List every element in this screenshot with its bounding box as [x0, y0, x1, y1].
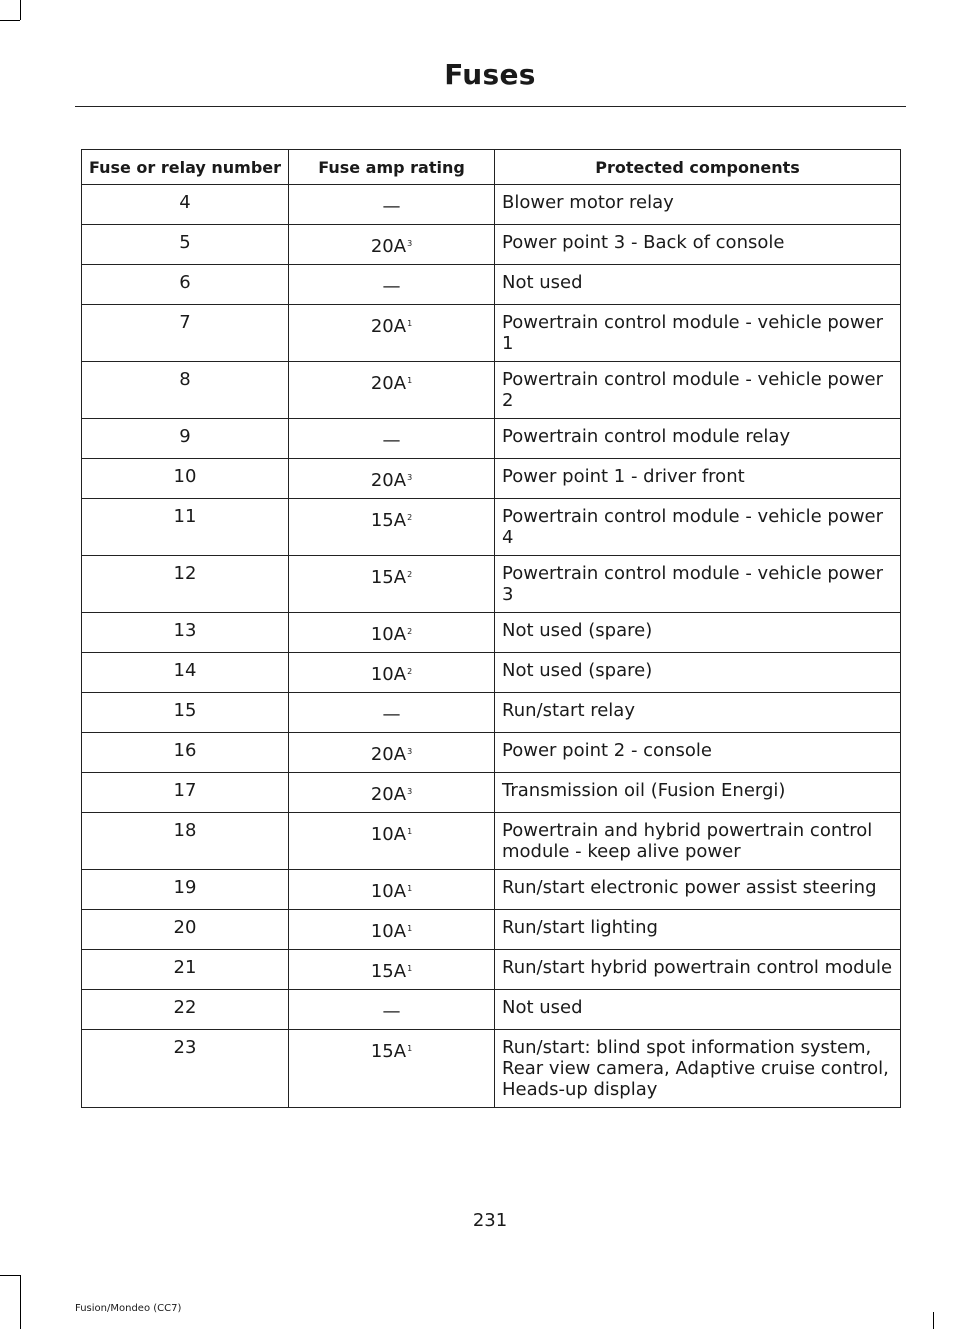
amp-rating-cell	[289, 419, 495, 459]
footnote-marker: 2	[407, 570, 413, 579]
column-header-fuse-number: Fuse or relay number	[82, 150, 289, 185]
amp-rating-cell	[289, 693, 495, 733]
amp-rating-value: 20A	[370, 744, 407, 765]
fuse-number-cell: 10	[82, 459, 289, 499]
amp-rating-value: 10A	[370, 624, 407, 645]
fuse-number-cell: 8	[82, 362, 289, 419]
fuse-number-cell: 17	[82, 773, 289, 813]
protected-component-cell: Not used	[495, 265, 901, 305]
fuse-number-cell: 22	[82, 990, 289, 1030]
footnote-marker: 1	[407, 1044, 413, 1053]
amp-rating-cell	[289, 185, 495, 225]
document-footer: Fusion/Mondeo (CC7)	[75, 1303, 182, 1314]
fuse-number-cell: 15	[82, 693, 289, 733]
table-row	[82, 265, 901, 305]
footnote-marker: 3	[407, 787, 413, 796]
amp-rating-cell	[289, 499, 495, 556]
amp-rating-value: 10A	[370, 881, 407, 902]
column-header-amp-rating: Fuse amp rating	[289, 150, 495, 185]
table-row	[82, 419, 901, 459]
protected-component-cell: Power point 2 - console	[495, 733, 901, 773]
table-row	[82, 950, 901, 990]
amp-rating-value: 15A	[370, 567, 407, 588]
protected-component-cell: Run/start electronic power assist steering	[495, 870, 901, 910]
table-row	[82, 653, 901, 693]
table-row	[82, 185, 901, 225]
amp-rating-cell	[289, 225, 495, 265]
fuse-number-cell: 19	[82, 870, 289, 910]
fuse-number-cell: 20	[82, 910, 289, 950]
footnote-marker: 1	[407, 376, 413, 385]
protected-component-cell: Not used (spare)	[495, 653, 901, 693]
title-divider	[75, 106, 906, 107]
protected-component-cell: Not used (spare)	[495, 613, 901, 653]
footnote-marker: 1	[407, 884, 413, 893]
footnote-marker: 3	[407, 473, 413, 482]
table-row	[82, 305, 901, 362]
amp-rating-value: 15A	[370, 961, 407, 982]
amp-rating-value: 10A	[370, 921, 407, 942]
table-row	[82, 910, 901, 950]
table-row	[82, 733, 901, 773]
footnote-marker: 2	[407, 667, 413, 676]
amp-rating-cell	[289, 773, 495, 813]
amp-rating-value: —	[382, 430, 401, 451]
amp-rating-cell	[289, 910, 495, 950]
table-row	[82, 1030, 901, 1108]
fuse-number-cell: 9	[82, 419, 289, 459]
amp-rating-cell	[289, 733, 495, 773]
amp-rating-cell	[289, 613, 495, 653]
protected-component-cell: Not used	[495, 990, 901, 1030]
footnote-marker: 1	[407, 924, 413, 933]
table-row	[82, 499, 901, 556]
fuse-number-cell: 11	[82, 499, 289, 556]
protected-component-cell: Power point 3 - Back of console	[495, 225, 901, 265]
amp-rating-value: —	[382, 276, 401, 297]
amp-rating-value: 20A	[370, 373, 407, 394]
fuse-number-cell: 16	[82, 733, 289, 773]
amp-rating-value: 20A	[370, 316, 407, 337]
amp-rating-cell	[289, 653, 495, 693]
amp-rating-cell	[289, 990, 495, 1030]
protected-component-cell: Run/start relay	[495, 693, 901, 733]
table-row	[82, 362, 901, 419]
amp-rating-cell	[289, 265, 495, 305]
protected-component-cell: Run/start hybrid powertrain control module	[495, 950, 901, 990]
protected-component-cell: Blower motor relay	[495, 185, 901, 225]
footnote-marker: 2	[407, 513, 413, 522]
protected-component-cell: Transmission oil (Fusion Energi)	[495, 773, 901, 813]
footnote-marker: 1	[407, 964, 413, 973]
amp-rating-value: 10A	[370, 824, 407, 845]
fuse-number-cell: 23	[82, 1030, 289, 1108]
fuse-number-cell: 4	[82, 185, 289, 225]
amp-rating-value: 20A	[370, 236, 407, 257]
protected-component-cell: Run/start lighting	[495, 910, 901, 950]
table-row	[82, 990, 901, 1030]
table-header-row	[82, 150, 901, 185]
protected-component-cell: Powertrain control module - vehicle power 3	[495, 556, 901, 613]
fuse-number-cell: 13	[82, 613, 289, 653]
amp-rating-value: 15A	[370, 510, 407, 531]
fuse-number-cell: 12	[82, 556, 289, 613]
amp-rating-value: —	[382, 196, 401, 217]
crop-mark	[0, 20, 20, 21]
amp-rating-cell	[289, 459, 495, 499]
fuse-number-cell: 18	[82, 813, 289, 870]
footnote-marker: 1	[407, 827, 413, 836]
amp-rating-value: 10A	[370, 664, 407, 685]
protected-component-cell: Power point 1 - driver front	[495, 459, 901, 499]
protected-component-cell: Powertrain control module - vehicle power 1	[495, 305, 901, 362]
amp-rating-cell	[289, 305, 495, 362]
footnote-marker: 3	[407, 747, 413, 756]
protected-component-cell: Powertrain control module - vehicle power 2	[495, 362, 901, 419]
fuse-number-cell: 5	[82, 225, 289, 265]
table-row	[82, 870, 901, 910]
fuse-number-cell: 14	[82, 653, 289, 693]
table-row	[82, 773, 901, 813]
fuse-table	[81, 149, 901, 1108]
footnote-marker: 2	[407, 627, 413, 636]
fuse-number-cell: 21	[82, 950, 289, 990]
table-row	[82, 556, 901, 613]
fuse-number-cell: 7	[82, 305, 289, 362]
amp-rating-cell	[289, 1030, 495, 1108]
amp-rating-value: 20A	[370, 470, 407, 491]
crop-mark	[0, 1275, 20, 1276]
table-row	[82, 693, 901, 733]
amp-rating-cell	[289, 556, 495, 613]
table-row	[82, 459, 901, 499]
amp-rating-value: 15A	[370, 1041, 407, 1062]
fuse-number-cell: 6	[82, 265, 289, 305]
page-title: Fuses	[444, 58, 536, 91]
footnote-marker: 1	[407, 319, 413, 328]
page-number: 231	[472, 1210, 508, 1231]
amp-rating-value: 20A	[370, 784, 407, 805]
crop-mark	[20, 0, 21, 20]
crop-mark	[20, 1275, 21, 1329]
table-row	[82, 613, 901, 653]
protected-component-cell: Run/start: blind spot information system, Rear view camera, Adaptive cruise control, Heads-up display	[495, 1030, 901, 1108]
amp-rating-cell	[289, 362, 495, 419]
amp-rating-value: —	[382, 1001, 401, 1022]
table-row	[82, 225, 901, 265]
amp-rating-cell	[289, 870, 495, 910]
amp-rating-cell	[289, 950, 495, 990]
protected-component-cell: Powertrain control module - vehicle power 4	[495, 499, 901, 556]
footnote-marker: 3	[407, 239, 413, 248]
amp-rating-value: —	[382, 704, 401, 725]
column-header-protected-components: Protected components	[495, 150, 901, 185]
table-row	[82, 813, 901, 870]
amp-rating-cell	[289, 813, 495, 870]
crop-mark	[933, 1312, 934, 1329]
protected-component-cell: Powertrain and hybrid powertrain control module - keep alive power	[495, 813, 901, 870]
protected-component-cell: Powertrain control module relay	[495, 419, 901, 459]
